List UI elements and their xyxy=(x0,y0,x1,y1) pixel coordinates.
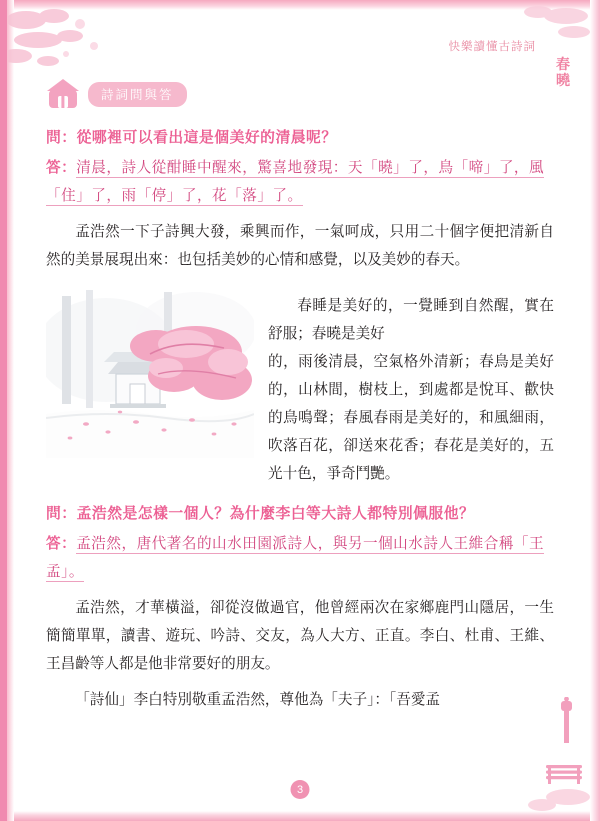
answer-2 xyxy=(46,530,554,586)
page-border-bottom xyxy=(0,811,600,821)
poem-title: 春曉 xyxy=(556,58,570,90)
answer-label: 答： xyxy=(46,160,77,176)
answer-label: 答： xyxy=(46,536,77,552)
question-2: 問：孟浩然是怎樣一個人？為什麼李白等大詩人都特別佩服他？ xyxy=(46,506,475,522)
question-1: 問：從哪裡可以看出這是個美好的清晨呢？ xyxy=(46,130,337,146)
flower-cloud-icon xyxy=(8,6,158,76)
paragraph-2-wrap: 的，雨後清晨，空氣格外清新；春鳥是美好的，山林間，樹枝上，到處都是悅耳、歡快的鳥鳴聲；春風春雨是美好的，和風細雨，吹落百花，卻送來花香；春花是美好的，五光十色，爭奇鬥艷。 xyxy=(268,354,554,482)
page-spine xyxy=(0,0,7,821)
house-icon xyxy=(46,78,80,110)
paragraph-3: 孟浩然，才華橫溢，卻從沒做過官，他曾經兩次在家鄉鹿門山隱居，一生簡簡單單，讀書、遊玩、吟詩、交友，為人大方、正直。李白、杜甫、王維、王昌齡等人都是他非常要好的朋友。 xyxy=(46,600,554,672)
answer-text: 孟浩然，唐代著名的山水田園派詩人，與另一個山水詩人王維合稱「王孟」。 xyxy=(46,536,545,580)
paragraph-4: 「詩仙」李白特別敬重孟浩然，尊他為「夫子」：「吾愛孟 xyxy=(75,692,441,708)
article-body xyxy=(46,120,554,714)
page-border-top xyxy=(0,0,600,10)
park-bench-icon xyxy=(544,759,584,785)
paragraph-2-lead: 春睡是美好的，一覺睡到自然醒，實在舒服；春曉是美好 xyxy=(268,298,554,342)
section-header xyxy=(46,78,187,110)
answer-text: 清晨，詩人從酣睡中醒來，驚喜地發現：天「曉」了，鳥「啼」了，風「住」了，雨「停」了，花「落」了。 xyxy=(46,160,545,204)
street-lamp-icon xyxy=(556,697,578,743)
section-badge-label: 詩詞問與答 xyxy=(88,82,187,107)
page-border-right xyxy=(590,0,600,821)
answer-1 xyxy=(46,154,554,210)
temple-spring-blossom-illustration xyxy=(46,290,254,458)
paragraph-1: 孟浩然一下子詩興大發，乘興而作，一氣呵成，只用二十個字便把清新自然的美景展現出來：也包括美妙的心情和感覺，以及美妙的春天。 xyxy=(46,224,554,268)
page-number: 3 xyxy=(291,780,310,799)
book-title: 快樂讀懂古詩詞 xyxy=(448,41,536,53)
page-border-left xyxy=(0,0,14,821)
illustration-block xyxy=(46,284,554,488)
